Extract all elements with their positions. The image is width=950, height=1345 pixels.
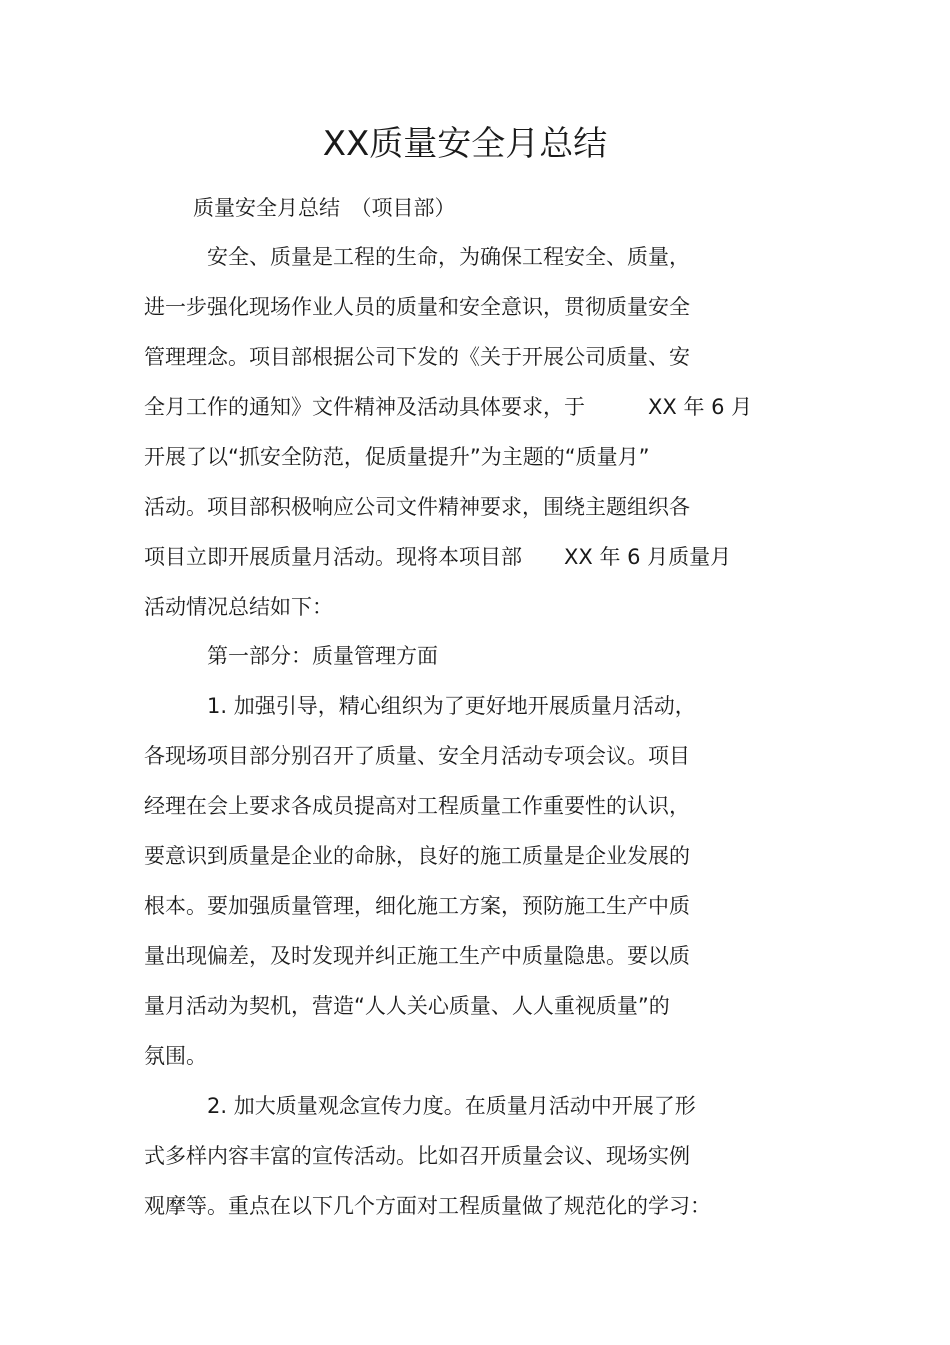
document-title: XX质量安全月总结 (322, 124, 608, 164)
paragraph-line: 1. 加强引导，精心组织为了更好地开展质量月活动， (207, 694, 696, 718)
paragraph-line: 观摩等。重点在以下几个方面对工程质量做了规范化的学习： (144, 1194, 711, 1218)
paragraph-line: 量出现偏差，及时发现并纠正施工生产中质量隐患。要以质 (144, 944, 690, 968)
paragraph-line: 氛围。 (144, 1044, 207, 1068)
paragraph-line: 全月工作的通知》文件精神及活动具体要求，于 XX 年 6 月 (144, 395, 753, 419)
paragraph-line: 项目立即开展质量月活动。现将本项目部 XX 年 6 月质量月 (144, 545, 732, 569)
paragraph-line: 量月活动为契机，营造“人人关心质量、人人重视质量”的 (144, 994, 670, 1018)
paragraph-line: 各现场项目部分别召开了质量、安全月活动专项会议。项目 (144, 744, 690, 768)
paragraph-line: 活动情况总结如下： (144, 595, 333, 619)
paragraph-line: 式多样内容丰富的宣传活动。比如召开质量会议、现场实例 (144, 1144, 690, 1168)
paragraph-line: 管理理念。项目部根据公司下发的《关于开展公司质量、安 (144, 345, 690, 369)
paragraph-line: 开展了以“抓安全防范，促质量提升”为主题的“质量月” (144, 445, 650, 469)
paragraph-line: 根本。要加强质量管理，细化施工方案，预防施工生产中质 (144, 894, 690, 918)
paragraph-line: 2. 加大质量观念宣传力度。在质量月活动中开展了形 (207, 1094, 696, 1118)
paragraph-line: 活动。项目部积极响应公司文件精神要求，围绕主题组织各 (144, 495, 690, 519)
paragraph-line: 经理在会上要求各成员提高对工程质量工作重要性的认识， (144, 794, 690, 818)
paragraph-line: 进一步强化现场作业人员的质量和安全意识，贯彻质量安全 (144, 295, 690, 319)
section-heading: 第一部分：质量管理方面 (207, 644, 438, 668)
paragraph-line: 安全、质量是工程的生命，为确保工程安全、质量， (207, 245, 690, 269)
document-subtitle: 质量安全月总结 （项目部） (193, 196, 456, 220)
paragraph-line: 要意识到质量是企业的命脉，良好的施工质量是企业发展的 (144, 844, 690, 868)
